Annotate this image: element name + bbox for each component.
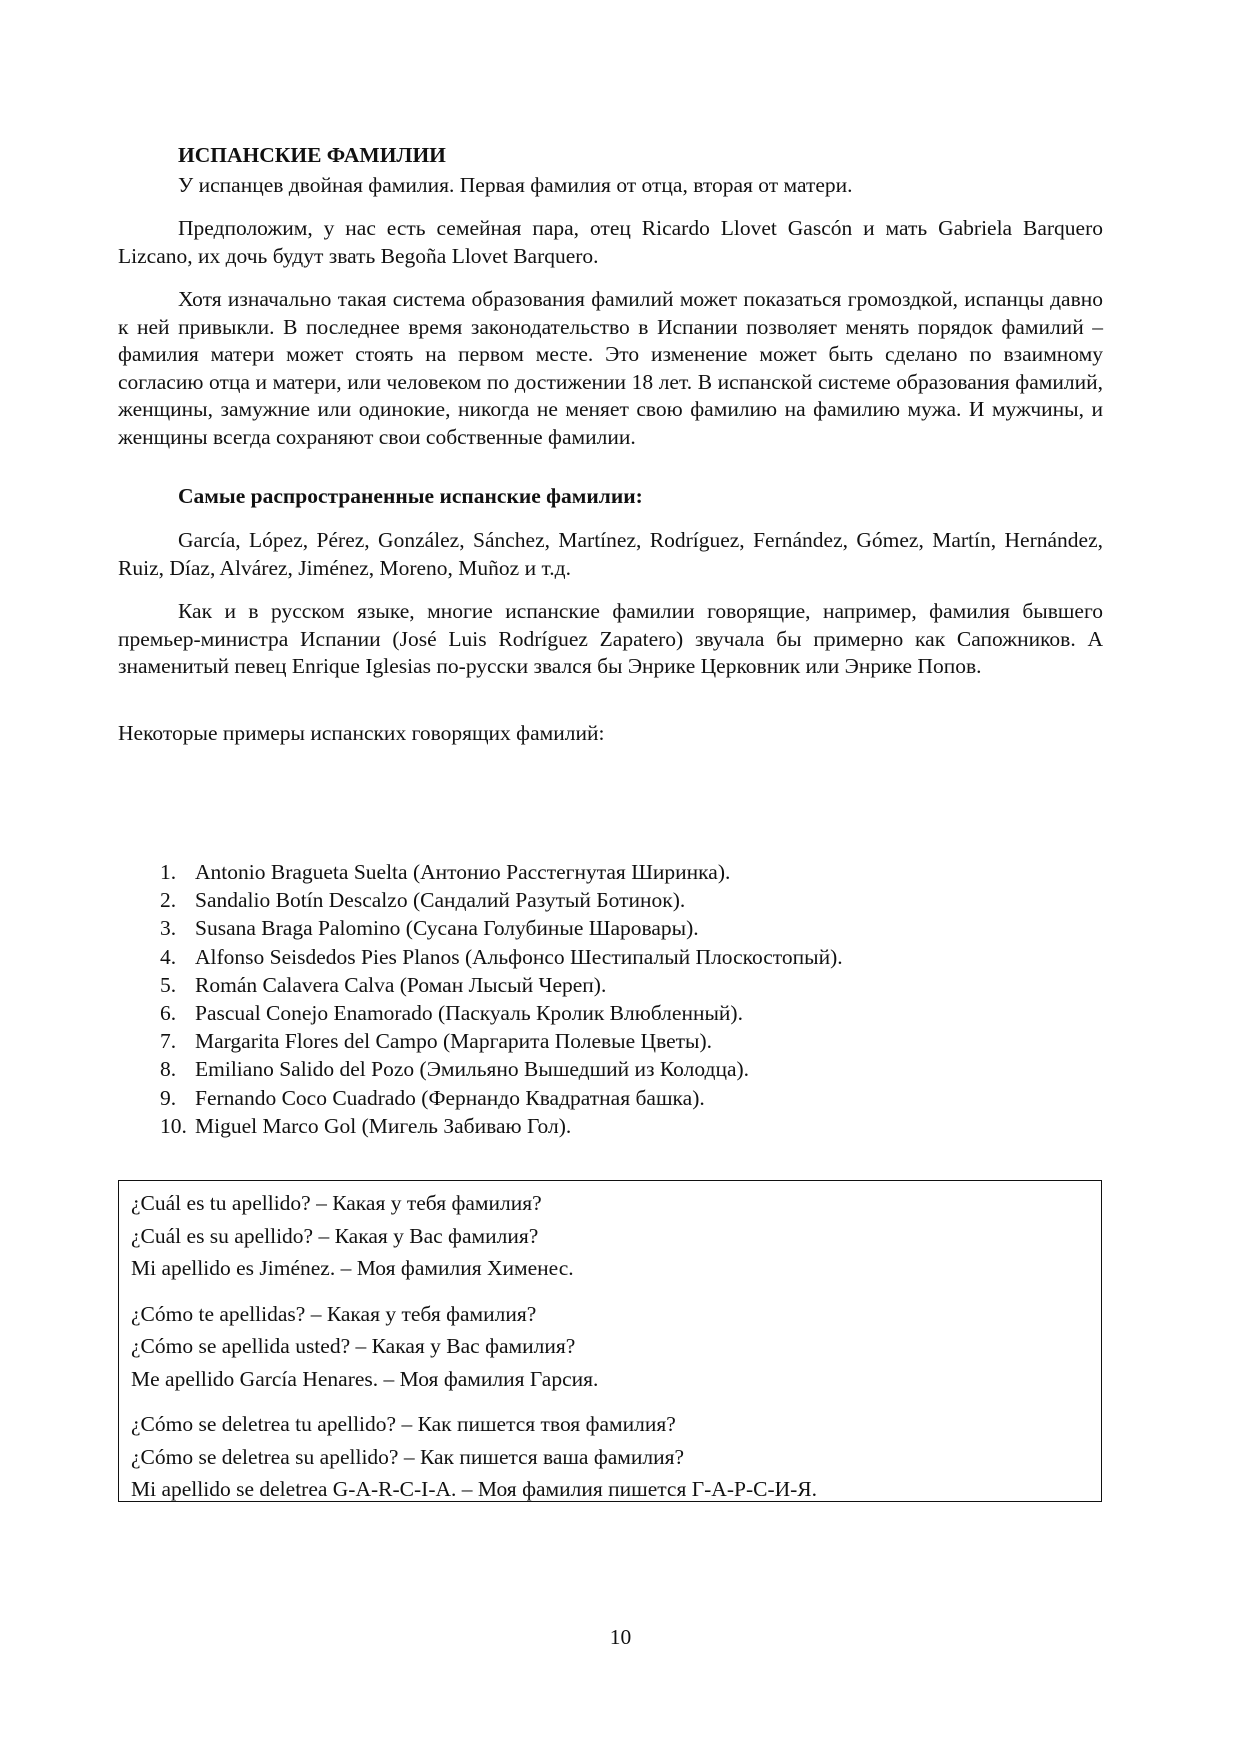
phrase-group-como-apellidas (131, 1298, 1089, 1396)
phrase-line: Mi apellido se deletrea G-A-R-C-I-A. – Моя фамилия пишется Г-А-Р-С-И-Я. (131, 1477, 818, 1501)
common-surnames-list: García, López, Pérez, González, Sánchez, Martínez, Rodríguez, Fernández, Gómez, Martín, Hernández, Ruiz, Díaz, Alvárez, Jiménez, Moreno, Muñoz и т.д. (118, 528, 1103, 580)
speaking-surnames-examples (160, 858, 843, 1140)
phrase-group-deletrea (131, 1408, 1089, 1506)
list-item: 7. Margarita Flores del Campo (Маргарита Полевые Цветы). (160, 1029, 713, 1054)
page-number: 10 (609, 1625, 632, 1649)
phrase-line: ¿Cómo se apellida usted? – Какая у Вас фамилия? (131, 1334, 576, 1358)
common-surnames-heading: Самые распространенные испанские фамилии: (178, 484, 643, 508)
list-item: 6. Pascual Conejo Enamorado (Паскуаль Кролик Влюбленный). (160, 1000, 743, 1025)
list-item: 8. Emiliano Salido del Pozo (Эмильяно Вышедший из Колодца). (160, 1057, 750, 1082)
list-item: 4. Alfonso Seisdedos Pies Planos (Альфонсо Шестипалый Плоскостопый). (160, 944, 843, 969)
phrase-line: ¿Cómo te apellidas? – Какая у тебя фамилия? (131, 1301, 537, 1326)
list-item: 2. Sandalio Botín Descalzo (Сандалий Разутый Ботинок). (160, 888, 686, 913)
examples-intro: Некоторые примеры испанских говорящих фамилий: (118, 721, 605, 745)
phrase-line: ¿Cuál es su apellido? – Какая у Вас фамилия? (131, 1223, 539, 1248)
page-title: ИСПАНСКИЕ ФАМИЛИИ (178, 143, 446, 167)
phrase-line: ¿Cómo se deletrea su apellido? – Как пишется ваша фамилия? (131, 1444, 685, 1469)
list-item: 9. Fernando Coco Cuadrado (Фернандо Квадратная башка). (160, 1085, 705, 1110)
phrase-box (118, 1180, 1102, 1502)
list-item: 1. Antonio Bragueta Suelta (Антонио Расстегнутая Ширинка). (160, 860, 731, 884)
system-explanation-paragraph: Хотя изначально такая система образования фамилий может показаться громоздкой, испанцы давно к ней привыкли. В последнее время законодательство в Испании позволяет менять порядок фамилий – фамилия матери может стоять на первом месте. Это изменение может быть сделано по взаимному согласию отца и матери, или человеком по достижении 18 лет. В испанской системе образования фамилий, женщины, замужние или одинокие, никогда не меняет свою фамилию на фамилию мужа. И мужчины, и женщины всегда сохраняют свои собственные фамилии. (118, 287, 1103, 449)
phrase-line: ¿Cómo se deletrea tu apellido? – Как пишется твоя фамилия? (131, 1412, 676, 1436)
list-item: 10. Miguel Marco Gol (Мигель Забиваю Гол). (160, 1113, 572, 1138)
speaking-surnames-paragraph: Как и в русском языке, многие испанские фамилии говорящие, например, фамилия бывшего премьер-министра Испании (José Luis Rodríguez Zapatero) звучала бы примерно как Сапожников. А знаменитый певец Enrique Iglesias по-русски звался бы Энрике Церковник или Энрике Попов. (118, 599, 1103, 678)
list-item: 5. Román Calavera Calva (Роман Лысый Череп). (160, 972, 607, 997)
example-family-paragraph: Предположим, у нас есть семейная пара, отец Ricardo Llovet Gascón и мать Gabriela Barquero Lizcano, их дочь будут звать Begoña Llovet Barquero. (118, 216, 1103, 268)
phrase-line: Mi apellido es Jiménez. – Моя фамилия Хименес. (131, 1256, 574, 1280)
intro-paragraph: У испанцев двойная фамилия. Первая фамилия от отца, вторая от матери. (178, 173, 853, 197)
list-item: 3. Susana Braga Palomino (Сусана Голубиные Шаровары). (160, 916, 699, 941)
phrase-line: ¿Cuál es tu apellido? – Какая у тебя фамилия? (131, 1191, 542, 1215)
phrase-line: Me apellido García Henares. – Моя фамилия Гарсия. (131, 1366, 599, 1391)
phrase-group-cual (131, 1187, 1089, 1285)
